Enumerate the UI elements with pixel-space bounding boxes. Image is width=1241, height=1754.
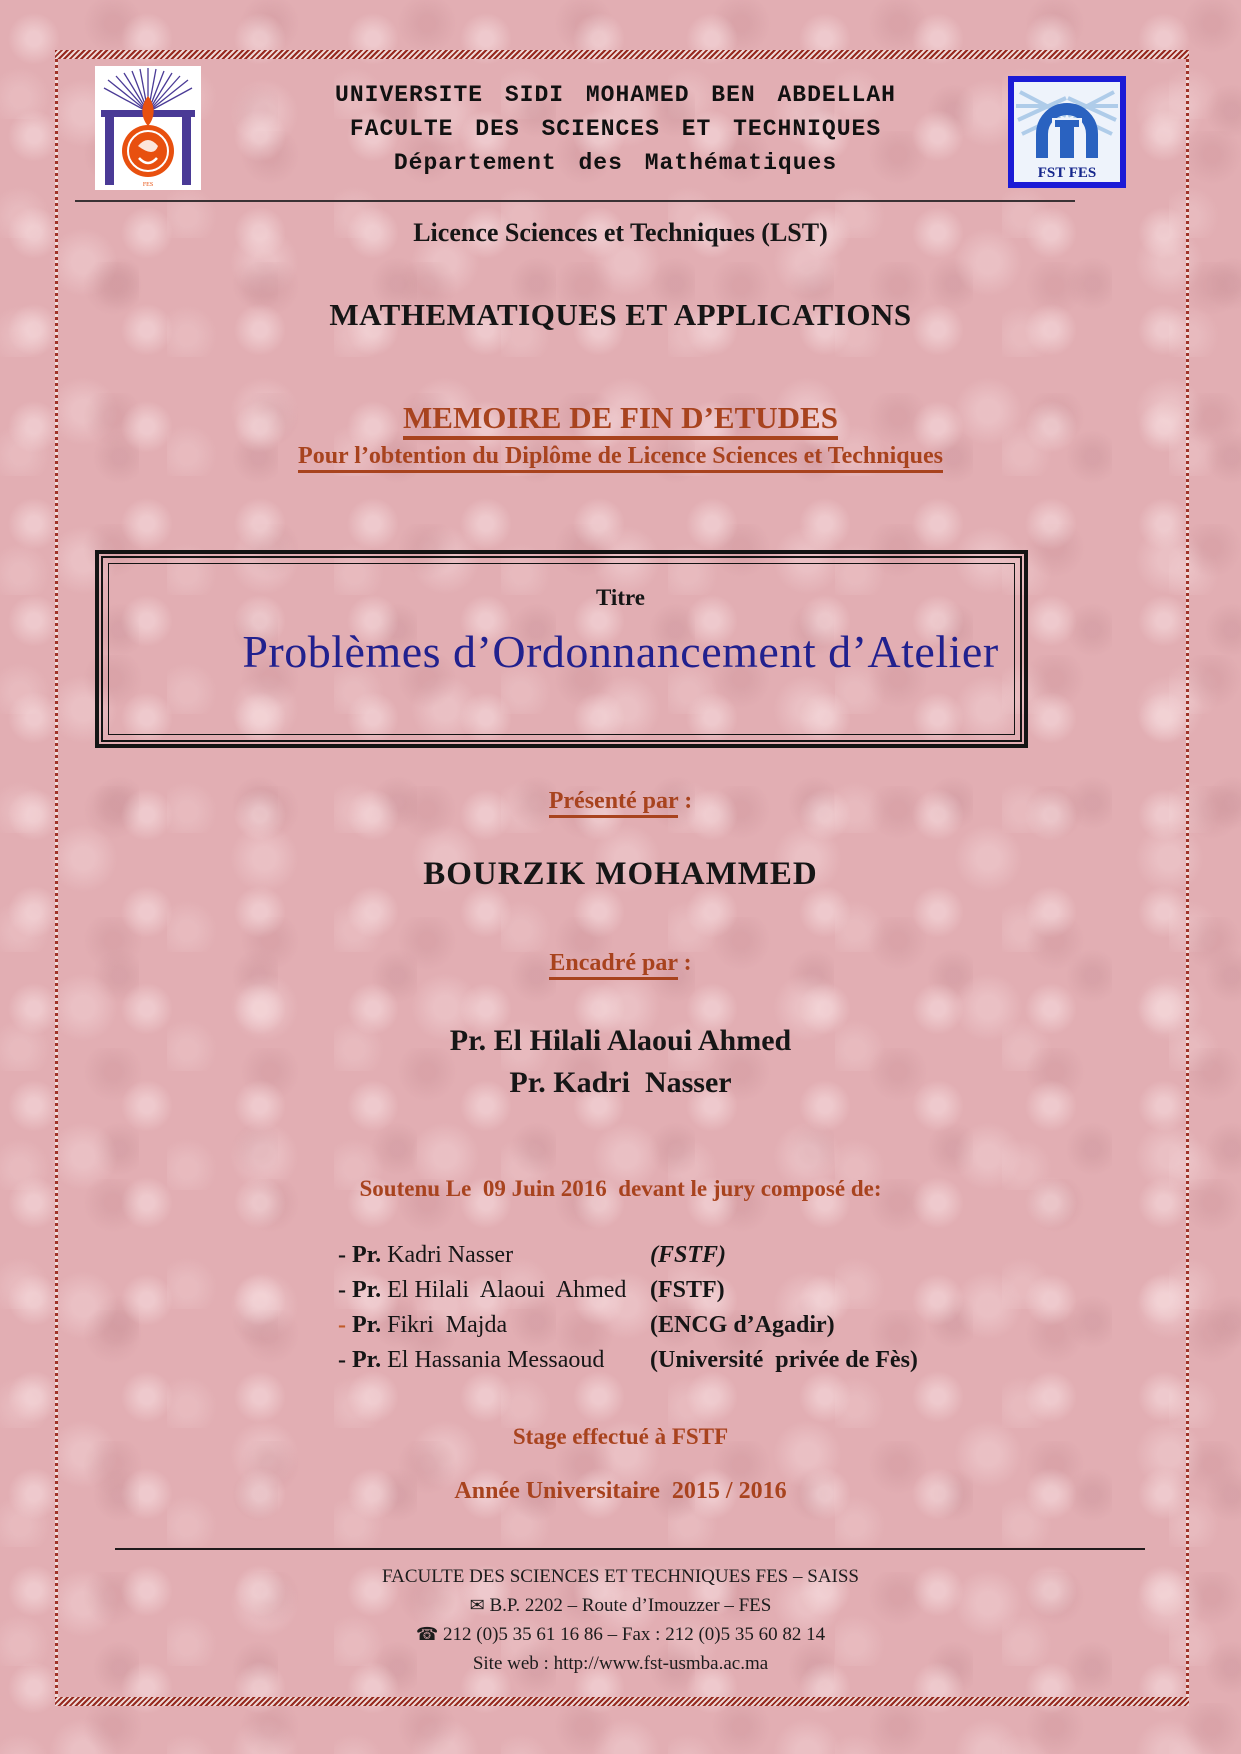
footer-divider xyxy=(115,1548,1145,1550)
stage-line: Stage effectué à FSTF xyxy=(512,1424,729,1449)
supervised-by-label: Encadré par : xyxy=(0,950,1241,977)
memoire-heading: MEMOIRE DE FIN D’ETUDES xyxy=(0,400,1241,436)
jury-prefix: - Pr. xyxy=(338,1312,382,1338)
jury-list xyxy=(338,1238,1181,1378)
footer-website-line: Site web : http://www.fst-usmba.ac.ma xyxy=(472,1653,769,1674)
supervisor-2: Pr. Kadri Nasser xyxy=(509,1066,732,1099)
presented-by-label: Présenté par : xyxy=(0,788,1241,815)
top-border-hatch xyxy=(55,50,1189,59)
faculty-name: FACULTE DES SCIENCES ET TECHNIQUES xyxy=(349,116,882,142)
header-divider xyxy=(75,200,1075,202)
academic-year-line: Année Universitaire 2015 / 2016 xyxy=(454,1478,787,1504)
jury-affiliation: (FSTF) xyxy=(650,1242,727,1268)
university-name: UNIVERSITE SIDI MOHAMED BEN ABDELLAH xyxy=(335,82,896,108)
filiere-line: MATHEMATIQUES ET APPLICATIONS xyxy=(329,297,912,332)
footer-block xyxy=(0,1562,1241,1678)
jury-name: Fikri Majda xyxy=(381,1312,508,1338)
mail-icon: ✉ xyxy=(469,1595,485,1615)
thesis-title: Problèmes d’Ordonnancement d’Atelier xyxy=(242,626,999,677)
jury-affiliation: (ENCG d’Agadir) xyxy=(650,1312,835,1338)
department-name: Département des Mathématiques xyxy=(393,150,838,176)
university-header xyxy=(205,78,1026,180)
jury-name: Kadri Nasser xyxy=(381,1242,514,1268)
title-label: Titre xyxy=(596,585,645,610)
footer-address-line: ✉ B.P. 2202 – Route d’Imouzzer – FES xyxy=(469,1595,772,1616)
university-emblem-icon xyxy=(95,66,201,195)
jury-prefix: - Pr. xyxy=(338,1242,382,1268)
jury-member-row xyxy=(338,1273,1181,1308)
bottom-border-hatch xyxy=(55,1697,1189,1706)
jury-prefix: - Pr. xyxy=(338,1277,382,1303)
fst-fes-caption: FST FES xyxy=(1037,165,1097,181)
jury-affiliation: (Université privée de Fès) xyxy=(650,1347,918,1373)
jury-member-row xyxy=(338,1343,1181,1378)
footer-faculty-line: FACULTE DES SCIENCES ET TECHNIQUES FES – SAISS xyxy=(381,1566,859,1587)
jury-member-row xyxy=(338,1238,1181,1273)
footer-phone-line: ☎ 212 (0)5 35 61 16 86 – Fax : 212 (0)5 35 60 82 14 xyxy=(415,1624,826,1645)
licence-line: Licence Sciences et Techniques (LST) xyxy=(413,218,828,247)
jury-name: El Hassania Messaoud xyxy=(381,1347,605,1373)
student-name: BOURZIK MOHAMMED xyxy=(423,856,818,892)
phone-icon: ☎ xyxy=(415,1624,439,1644)
jury-name: El Hilali Alaoui Ahmed xyxy=(381,1277,627,1303)
svg-text:FES: FES xyxy=(142,182,154,188)
supervisor-1: Pr. El Hilali Alaoui Ahmed xyxy=(449,1024,792,1057)
jury-member-row xyxy=(338,1308,1181,1343)
memoire-subheading: Pour l’obtention du Diplôme de Licence Sciences et Techniques xyxy=(0,443,1241,470)
defense-heading: Soutenu Le 09 Juin 2016 devant le jury composé de: xyxy=(359,1176,882,1201)
jury-prefix: - Pr. xyxy=(338,1347,382,1373)
jury-affiliation: (FSTF) xyxy=(650,1277,725,1303)
